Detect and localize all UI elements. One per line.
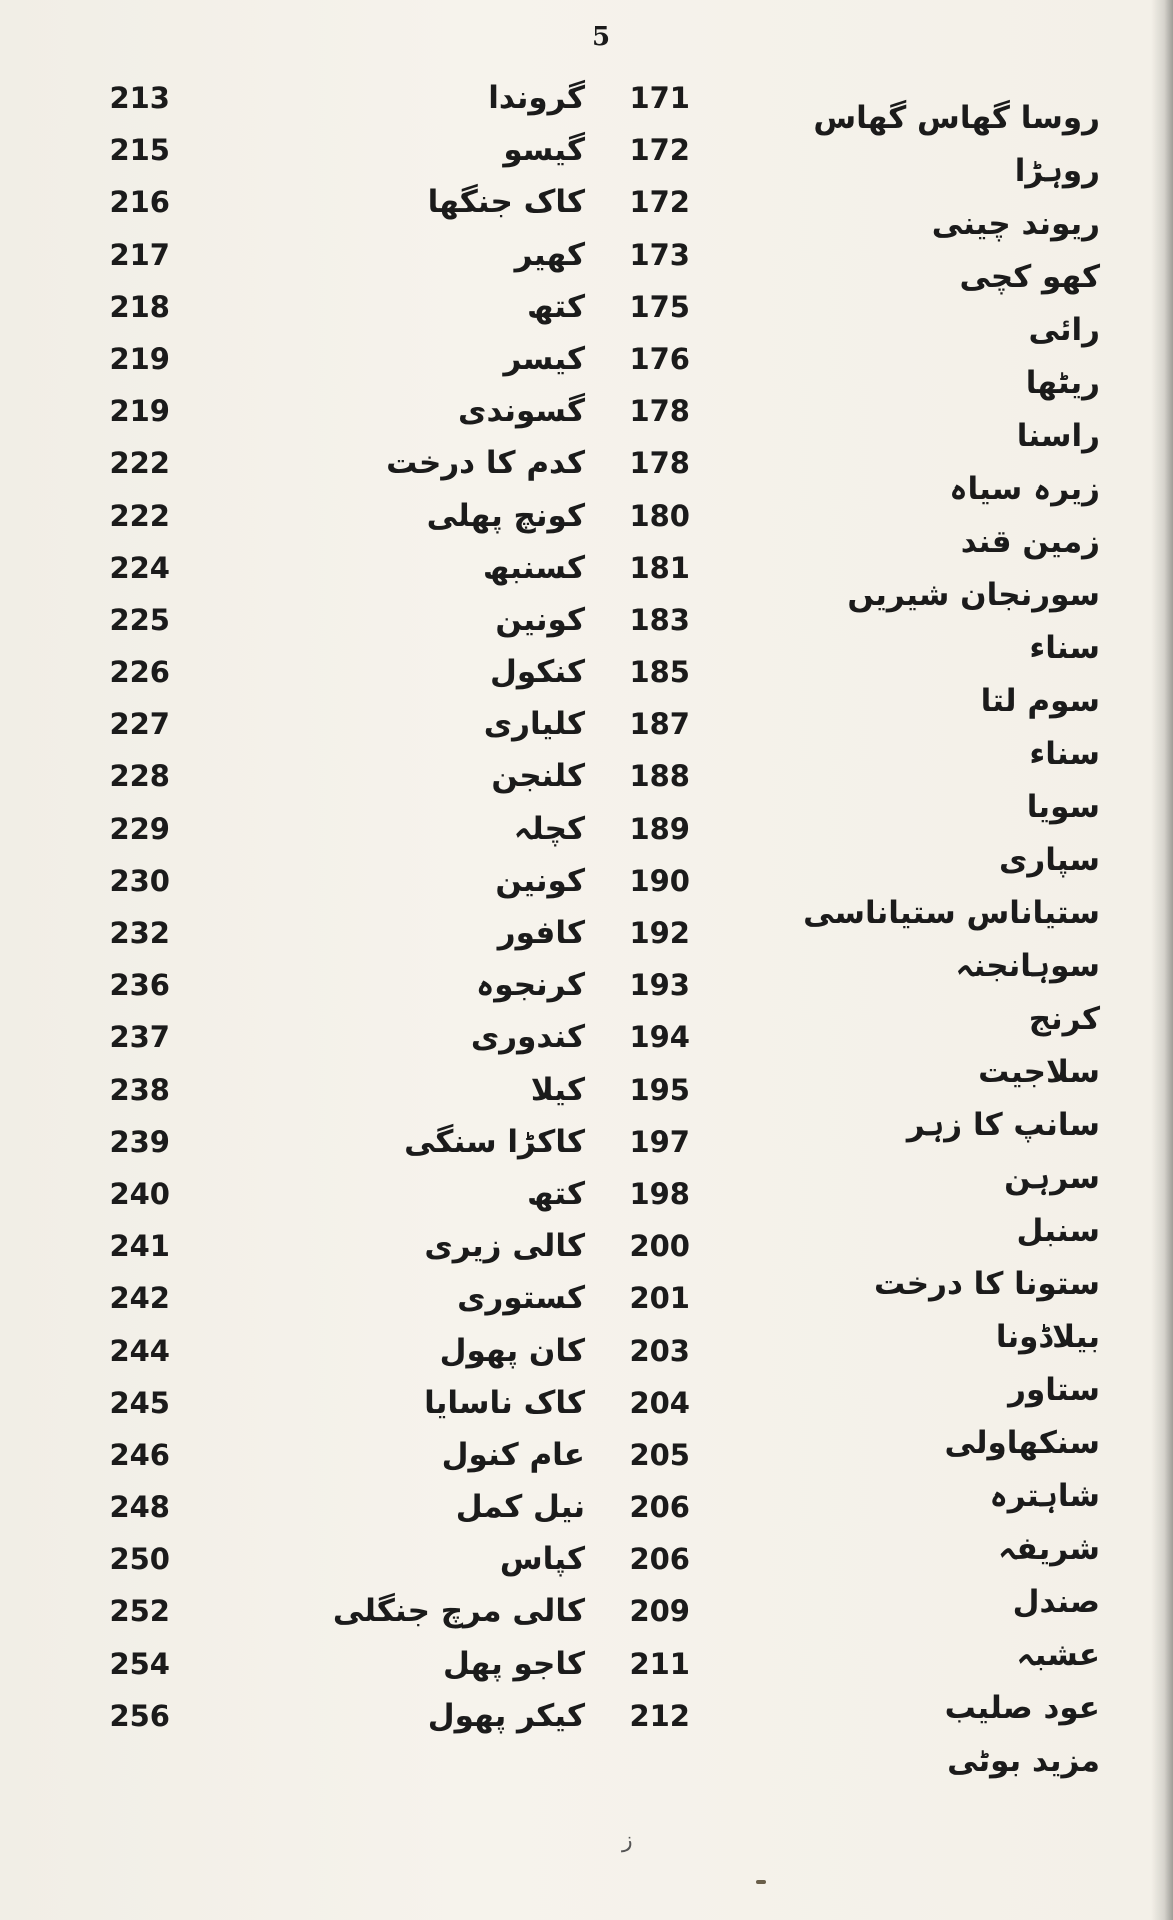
- middle-entry-page: 205: [629, 1437, 690, 1472]
- middle-entry-name: کستوری: [457, 1280, 585, 1317]
- left-page-number: 222: [109, 446, 170, 481]
- footer-dot: [756, 1880, 766, 1884]
- middle-entry-name: کرنجوہ: [476, 967, 585, 1004]
- middle-entry-page: 209: [629, 1594, 690, 1629]
- right-entry-name: کرنج: [1028, 1001, 1100, 1037]
- left-page-number: 215: [109, 133, 170, 168]
- middle-entry-name: کیلا: [530, 1071, 585, 1108]
- middle-entry-page: 176: [629, 341, 690, 376]
- left-page-number: 236: [109, 968, 170, 1003]
- right-entry-name: صندل: [1012, 1584, 1100, 1620]
- left-page-number: 227: [109, 707, 170, 742]
- middle-entry-name: کیسر: [503, 340, 585, 377]
- left-page-number: 216: [109, 185, 170, 220]
- left-page-number-column: [60, 72, 170, 1742]
- left-page-number: 230: [109, 863, 170, 898]
- left-page-number: 222: [109, 498, 170, 533]
- right-entry-name: ستونا کا درخت: [873, 1266, 1100, 1302]
- middle-entry-page: 185: [629, 655, 690, 690]
- footer-mark: ز: [622, 1828, 633, 1853]
- middle-entry-name: کپاس: [499, 1541, 585, 1578]
- middle-entry-name: کاکڑا سنگی: [404, 1123, 585, 1160]
- left-page-number: 224: [109, 550, 170, 585]
- left-page-number: 239: [109, 1124, 170, 1159]
- left-page-number: 244: [109, 1333, 170, 1368]
- right-entry-name: ستاور: [1008, 1372, 1100, 1408]
- right-entry-name: رائی: [1028, 312, 1100, 348]
- middle-entry-name: کاک ناسایا: [424, 1384, 585, 1421]
- middle-entry-page: 183: [629, 602, 690, 637]
- right-entry-name: سلاجیت: [978, 1054, 1100, 1090]
- middle-entry-name: کنکول: [489, 654, 585, 691]
- middle-entry-name: کتھ: [527, 1175, 585, 1212]
- right-name-column: [803, 92, 1100, 1788]
- right-entry-name: ستیاناس ستیاناسی: [803, 895, 1100, 931]
- middle-entry-page: 206: [629, 1490, 690, 1525]
- right-entry-name: سناء: [1029, 736, 1100, 772]
- middle-entry-page: 188: [629, 759, 690, 794]
- middle-entry-name: کافور: [497, 915, 585, 951]
- middle-entry-page: 172: [629, 185, 690, 220]
- left-page-number: 219: [109, 394, 170, 429]
- middle-entry-name: کالی مرچ جنگلی: [332, 1593, 585, 1630]
- middle-entry-page: 211: [629, 1646, 690, 1681]
- middle-entry-name: کلیاری: [483, 706, 585, 743]
- left-page-number: 250: [109, 1542, 170, 1577]
- middle-entry-name: کاک جنگھا: [427, 184, 585, 221]
- left-page-number: 241: [109, 1229, 170, 1264]
- left-page-number: 240: [109, 1176, 170, 1211]
- middle-entry-name: کاجو پھل: [442, 1645, 585, 1682]
- right-entry-name: سنکھاولی: [944, 1425, 1100, 1461]
- right-entry-name: سناء: [1029, 630, 1100, 666]
- middle-entry-page: 203: [629, 1333, 690, 1368]
- left-page-number: 229: [109, 811, 170, 846]
- left-page-number: 238: [109, 1072, 170, 1107]
- left-page-number: 246: [109, 1437, 170, 1472]
- left-page-number: 219: [109, 341, 170, 376]
- right-entry-name: سوم لتا: [980, 683, 1100, 719]
- middle-entry-name: کونین: [495, 601, 585, 638]
- page-number: 5: [591, 22, 611, 52]
- middle-entry-page: 187: [629, 707, 690, 742]
- right-entry-name: سوہانجنہ: [955, 948, 1100, 984]
- left-page-number: 245: [109, 1385, 170, 1420]
- right-entry-name: راسنا: [1016, 418, 1100, 454]
- middle-entry-page: 201: [629, 1281, 690, 1316]
- middle-entry-page: 180: [629, 498, 690, 533]
- middle-entry-page: 181: [629, 550, 690, 585]
- middle-entry-page: 204: [629, 1385, 690, 1420]
- middle-entry-name: عام کنول: [441, 1436, 585, 1473]
- left-page-number: 248: [109, 1490, 170, 1525]
- right-entry-name: سانپ کا زہر: [906, 1107, 1100, 1143]
- right-entry-name: ریٹھا: [1025, 365, 1100, 401]
- right-entry-name: سویا: [1026, 789, 1100, 825]
- middle-entry-name: کیکر پھول: [427, 1697, 585, 1734]
- middle-entry-page: 192: [629, 916, 690, 950]
- middle-entry-page: 200: [629, 1229, 690, 1264]
- middle-entry-page: 171: [629, 81, 690, 115]
- middle-entry-page: 175: [629, 289, 690, 324]
- middle-name-column: [332, 72, 585, 1742]
- left-page-number: 256: [109, 1698, 170, 1733]
- right-entry-name: سنبل: [1016, 1213, 1100, 1249]
- middle-entry-page: 206: [629, 1542, 690, 1577]
- left-page-number: 226: [109, 655, 170, 690]
- left-page-number: 218: [109, 289, 170, 324]
- right-entry-name: سرہن: [1004, 1160, 1100, 1196]
- middle-entry-name: نیل کمل: [455, 1489, 585, 1526]
- left-page-number: 232: [109, 916, 170, 950]
- middle-entry-page: 197: [629, 1124, 690, 1159]
- right-entry-name: عود صلیب: [944, 1690, 1100, 1726]
- left-page-number: 213: [109, 81, 170, 115]
- middle-entry-name: کونین: [495, 862, 585, 899]
- middle-entry-name: گیسو: [503, 132, 585, 169]
- middle-entry-name: کلنجن: [491, 758, 585, 795]
- left-page-number: 254: [109, 1646, 170, 1681]
- middle-entry-page: 172: [629, 133, 690, 168]
- middle-entry-name: کالی زیری: [424, 1228, 585, 1265]
- right-entry-name: شریفہ: [998, 1531, 1100, 1567]
- right-entry-name: زمین قند: [960, 524, 1100, 560]
- right-entry-name: ریوند چینی: [931, 206, 1100, 242]
- middle-entry-name: کندوری: [470, 1019, 585, 1056]
- right-entry-name: سورنجان شیریں: [847, 577, 1100, 613]
- middle-entry-page: 190: [629, 863, 690, 898]
- right-entry-name: روہڑا: [1014, 153, 1100, 189]
- middle-entry-name: کتھ: [527, 288, 585, 325]
- left-page-number: 217: [109, 237, 170, 272]
- page-edge-shadow: [1151, 0, 1173, 1920]
- middle-entry-page: 212: [629, 1698, 690, 1733]
- right-entry-name: سپاری: [998, 842, 1100, 878]
- right-entry-name: زیرہ سیاہ: [949, 471, 1100, 507]
- middle-entry-name: کان پھول: [439, 1332, 585, 1369]
- left-page-number: 237: [109, 1020, 170, 1055]
- right-entry-name: مزید بوٹی: [947, 1743, 1100, 1779]
- middle-entry-page: 195: [629, 1072, 690, 1107]
- middle-entry-name: گسوندی: [458, 393, 585, 430]
- right-entry-name: کھو کچی: [959, 259, 1100, 295]
- middle-entry-page: 178: [629, 446, 690, 481]
- left-page-number: 242: [109, 1281, 170, 1316]
- middle-entry-page: 173: [629, 237, 690, 272]
- right-entry-name: روسا گھاس گھاس: [813, 100, 1100, 136]
- middle-entry-page: 178: [629, 394, 690, 429]
- left-page-number: 228: [109, 759, 170, 794]
- middle-entry-name: کھیر: [514, 236, 585, 273]
- left-page-number: 225: [109, 602, 170, 637]
- middle-entry-page: 198: [629, 1176, 690, 1211]
- middle-entry-name: کدم کا درخت: [386, 445, 585, 482]
- middle-entry-name: کسنبھ: [482, 549, 585, 586]
- middle-entry-name: کچلہ: [513, 810, 585, 847]
- right-entry-name: بیلاڈونا: [995, 1319, 1100, 1355]
- middle-entry-name: گروندا: [488, 80, 585, 116]
- middle-entry-page: 189: [629, 811, 690, 846]
- middle-page-number-column: [580, 72, 690, 1742]
- middle-entry-name: کونچ پھلی: [426, 497, 585, 534]
- middle-entry-page: 194: [629, 1020, 690, 1055]
- middle-entry-page: 193: [629, 968, 690, 1003]
- right-entry-name: شاہترہ: [989, 1478, 1100, 1514]
- right-entry-name: عشبہ: [1016, 1637, 1100, 1673]
- left-page-number: 252: [109, 1594, 170, 1629]
